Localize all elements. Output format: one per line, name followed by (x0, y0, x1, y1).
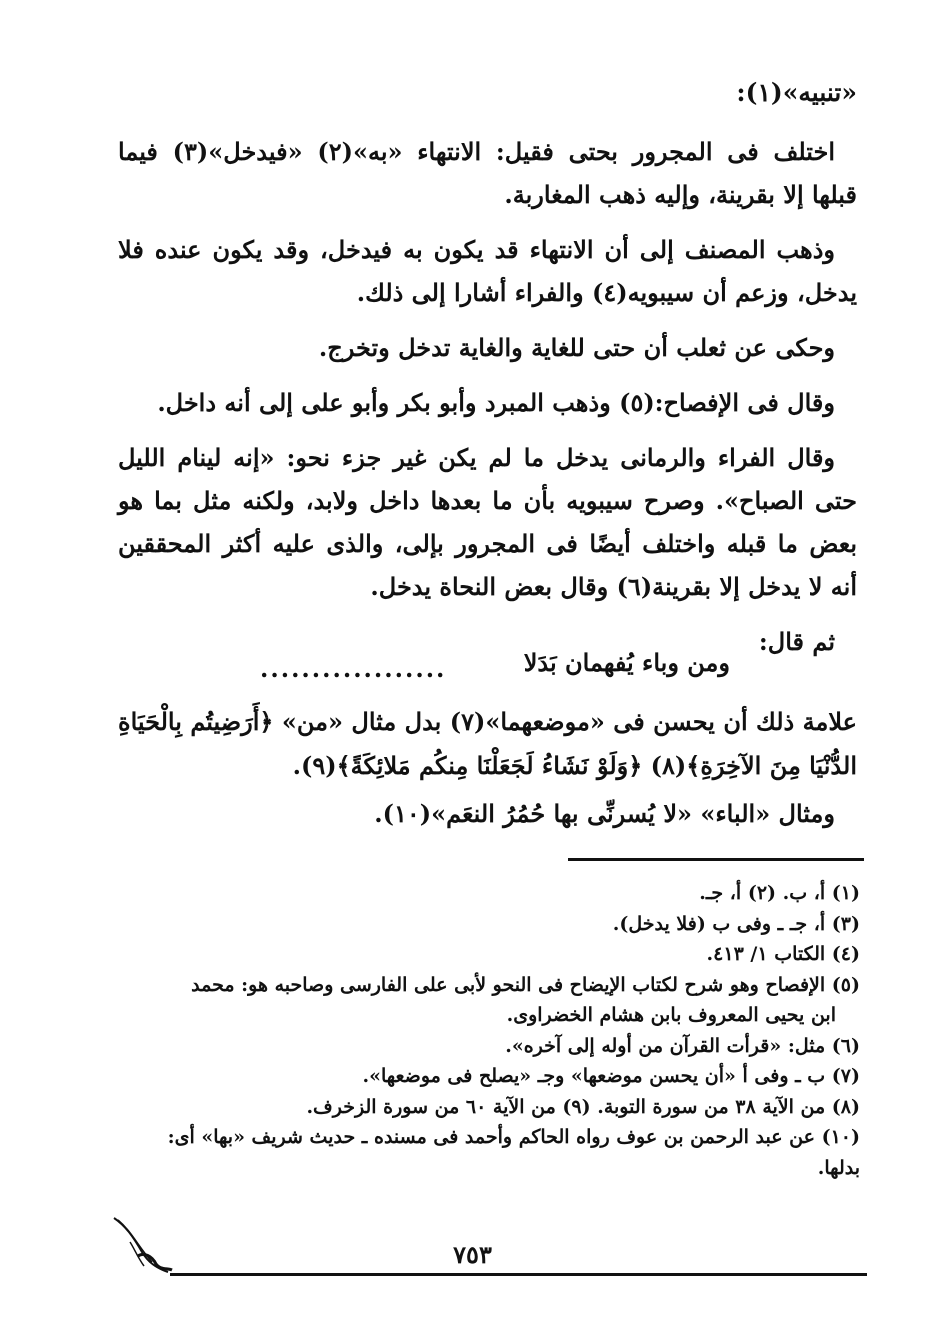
footnotes (112, 878, 860, 1183)
verse-hemistich: ومن وباء يُفهمان بَدَلا (523, 648, 730, 677)
footnote-5: (٥) الإفصاح وهو شرح لكتاب الإيضاح فى النحو لأبى على الفارسى وصاحبه هو: محمد (191, 973, 860, 996)
paragraph-3: وحكى عن ثعلب أن حتى للغاية والغاية تدخل وتخرج. (318, 333, 835, 362)
footnote-separator (568, 858, 864, 861)
section-heading: «تنبيه»(١): (736, 78, 857, 107)
footnote-8-9: (٨) من الآية ٣٨ من سورة التوبة. (٩) من الآية ٦٠ من سورة الزخرف. (306, 1095, 860, 1118)
explanation-text (118, 700, 857, 840)
footnote-1-2: (١) أ، ب. (٢) أ، جـ. (699, 882, 860, 904)
paragraph-1: اختلف فى المجرور بحتى فقيل: الانتهاء «به»(٢) «فيدخل»(٣) فيما قبلها إلا بقرينة، وإليه ذهب المغاربة. (118, 137, 857, 209)
bottom-rule (170, 1273, 867, 1276)
footnote-10: (١٠) عن عبد الرحمن بن عوف رواه الحاكم وأحمد فى مسنده ـ حديث شريف «بها» أى: (167, 1126, 860, 1148)
poem-verse (260, 648, 730, 688)
paragraph-2: وذهب المصنف إلى أن الانتهاء قد يكون به فيدخل، وقد يكون عنده فلا يدخل، وزعم أن سيبويه(٤) والفراء أشارا إلى ذلك. (118, 235, 857, 307)
footnote-5-continuation: ابن يحيى المعروف بابن هشام الخضراوى. (506, 1004, 836, 1026)
footnote-10-continuation: بدلها. (817, 1156, 860, 1179)
footnote-4: (٤) الكتاب ١/ ٤١٣. (706, 943, 860, 965)
footnote-3: (٣) أ، جـ ـ وفى ب (فلا يدخل). (612, 912, 860, 935)
paragraph-5: وقال الفراء والرمانى يدخل ما لم يكن غير جزء نحو: «إنه لينام الليل حتى الصباح». وصرح سيبويه بأن ما بعدها داخل ولابد، ولكنه مثل بما هو بعض ما قبله واختلف أيضًا فى المجرور بإلى، والذى عليه أكثر المحققين أنه لا يدخل إلا بقرينة(٦) وقال بعض النحاة يدخل. (118, 443, 857, 601)
verse-ellipsis: .................. (260, 654, 447, 683)
main-text (118, 130, 857, 675)
paragraph-7: علامة ذلك أن يحسن فى «موضعهما»(٧) بدل مثال «من» ﴿أَرَضِيتُم بِالْحَيَاةِ الدُّنْيَا مِنَ الآخِرَةِ﴾(٨) ﴿وَلَوْ نَشَاءُ لَجَعَلْنَا مِنكُم مَلائِكَةً﴾(٩). (118, 707, 857, 780)
footnote-7: (٧) ب ـ وفى أ «أن يحسن موضعها» وجـ «يصلح فى موضعها». (362, 1065, 860, 1087)
footnote-6: (٦) مثل: «قرأت القرآن من أوله إلى آخره». (505, 1034, 860, 1057)
paragraph-6: ثم قال: (758, 627, 835, 656)
paragraph-8: ومثال «الباء» «لا يُسرنِّى بها حُمُرُ النعَم»(١٠). (374, 799, 835, 828)
page-number: ٧٥٣ (453, 1240, 492, 1269)
paragraph-4: وقال فى الإفصاح:(٥) وذهب المبرد وأبو بكر وأبو على إلى أنه داخل. (157, 388, 835, 417)
quill-ornament-icon (108, 1212, 178, 1282)
